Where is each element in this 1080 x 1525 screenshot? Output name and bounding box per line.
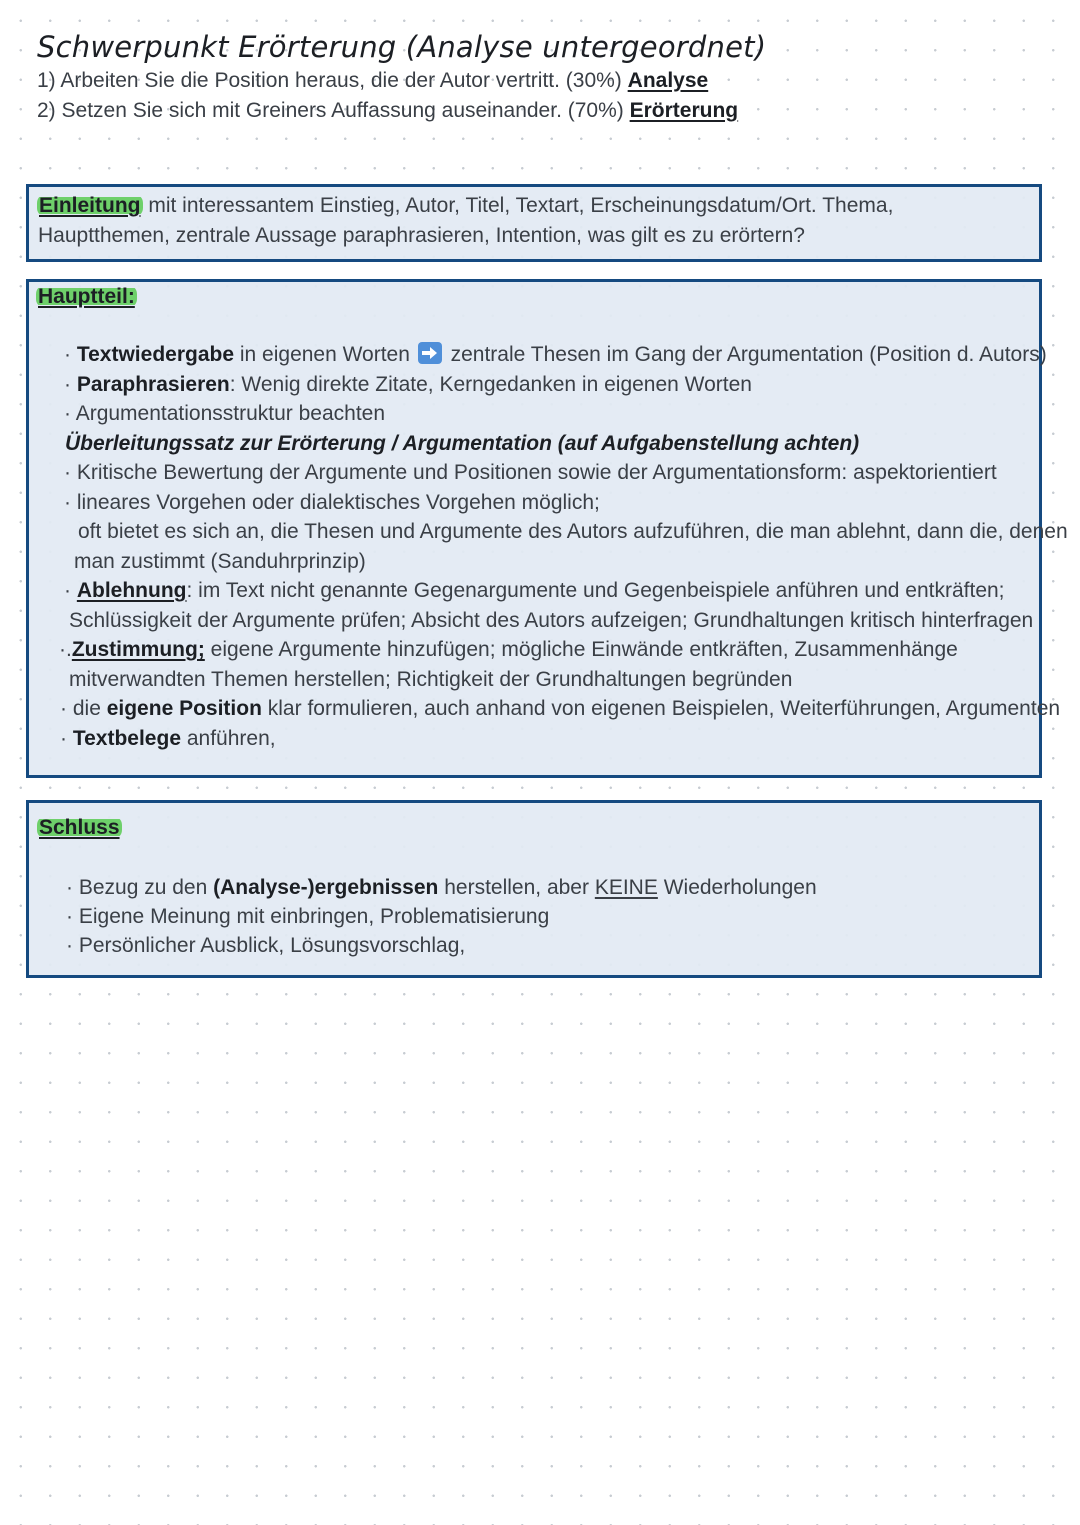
- end-item-3-text: Persönlicher Ausblick, Lösungsvorschlag,: [78, 934, 466, 957]
- main-item-6: [64, 576, 1005, 606]
- main-item-8-bold: eigene Position: [106, 697, 262, 720]
- main-item-8-text-a: die: [72, 697, 101, 720]
- bullet: ·: [64, 373, 71, 396]
- main-item-2-text: : Wenig direkte Zitate, Kerngedanken in eigenen Worten: [229, 373, 752, 396]
- bullet: ·: [64, 579, 71, 602]
- intro-text-1: mit interessantem Einstieg, Autor, Titel, Textart, Erscheinungsdatum/Ort. Thema,: [148, 194, 894, 217]
- main-item-9-bold: Textbelege: [72, 727, 181, 750]
- bullet: ·: [64, 343, 71, 366]
- page-title: Schwerpunkt Erörterung (Analyse untergeordnet): [37, 30, 767, 64]
- bullet: ·: [66, 876, 73, 899]
- bullet: ·: [60, 697, 67, 720]
- main-transition: [65, 429, 859, 459]
- end-item-1-text-c: Wiederholungen: [663, 876, 817, 899]
- end-item-1-text-a: Bezug zu den: [78, 876, 208, 899]
- main-item-5-cont-2: man zustimmt (Sanduhrprinzip): [74, 550, 366, 573]
- task-1: [37, 66, 1037, 96]
- main-item-1: [64, 340, 1047, 370]
- main-item-8: [60, 694, 1060, 724]
- main-item-1-text-b: zentrale Thesen im Gang der Argumentation (Position d. Autors): [450, 343, 1047, 366]
- end-label-line: [37, 813, 122, 843]
- bullet: ·: [64, 402, 71, 425]
- main-item-3-text: Argumentationsstruktur beachten: [75, 402, 386, 425]
- right-arrow-icon: [418, 342, 442, 364]
- main-item-9: [60, 724, 276, 754]
- main-item-7-text: eigene Argumente hinzufügen; mögliche Einwände entkräften, Zusammenhänge: [210, 638, 958, 661]
- task-2-text: 2) Setzen Sie sich mit Greiners Auffassung auseinander. (70%): [37, 98, 624, 122]
- main-item-7-bold: Zustimmung;: [71, 638, 205, 661]
- main-item-9-text: anführen,: [186, 727, 276, 750]
- main-box: [26, 279, 1068, 778]
- page-header: [37, 30, 1037, 125]
- intro-box: [26, 184, 1042, 262]
- main-item-8-text-b: klar formulieren, auch anhand von eigenen Beispielen, Weiterführungen, Argumenten: [267, 697, 1061, 720]
- main-item-6-bold: Ablehnung: [76, 579, 187, 602]
- bullet: ·.: [59, 638, 72, 661]
- main-item-5-text: lineares Vorgehen oder dialektisches Vorgehen möglich;: [76, 491, 600, 514]
- main-item-6-cont: Schlüssigkeit der Argumente prüfen; Absicht des Autors aufzeigen; Grundhaltungen kritisch hinterfragen: [69, 609, 1034, 632]
- intro-line-2: Hauptthemen, zentrale Aussage paraphrasieren, Intention, was gilt es zu erörtern?: [38, 224, 805, 247]
- end-item-1-text-b: herstellen, aber: [444, 876, 589, 899]
- task-2-tag: Erörterung: [629, 98, 739, 122]
- main-item-2: [64, 370, 752, 400]
- main-label-line: [36, 282, 137, 312]
- end-box: [26, 800, 1042, 978]
- main-item-7: [59, 635, 958, 665]
- bullet: ·: [64, 461, 71, 484]
- main-item-4: [64, 458, 997, 488]
- task-1-text: 1) Arbeiten Sie die Position heraus, die der Autor vertritt. (30%): [37, 69, 622, 92]
- main-item-7-cont: mitverwandten Themen herstellen; Richtigkeit der Grundhaltungen begründen: [69, 668, 793, 691]
- bullet: ·: [66, 905, 73, 928]
- end-item-1-bold: (Analyse-)ergebnissen: [213, 876, 439, 899]
- main-item-6-text: : im Text nicht genannte Gegenargumente und Gegenbeispiele anführen und entkräften;: [186, 579, 1005, 602]
- end-item-2-text: Eigene Meinung mit einbringen, Problematisierung: [78, 905, 550, 928]
- end-item-3: [66, 931, 465, 961]
- main-item-4-text: Kritische Bewertung der Argumente und Positionen sowie der Argumentationsform: aspektorientiert: [76, 461, 997, 484]
- main-item-3: [64, 399, 385, 429]
- end-item-1: [66, 873, 817, 903]
- main-item-2-bold: Paraphrasieren: [76, 373, 230, 396]
- main-item-5-cont-1: oft bietet es sich an, die Thesen und Argumente des Autors aufzuführen, die man ablehnt, dann die, denen: [78, 520, 1068, 543]
- intro-label: Einleitung: [39, 194, 141, 217]
- intro-line-1: [37, 191, 893, 221]
- task-1-tag: Analyse: [627, 69, 709, 92]
- bullet: ·: [64, 491, 71, 514]
- end-item-2: [66, 902, 549, 932]
- main-item-1-text-a: in eigenen Worten: [239, 343, 410, 366]
- main-item-5: [64, 488, 600, 518]
- task-2: [37, 96, 1037, 126]
- end-item-1-under: KEINE: [594, 876, 658, 899]
- main-label: Hauptteil:: [38, 285, 135, 308]
- transition-text: Überleitungssatz zur Erörterung / Argumentation (auf Aufgabenstellung achten): [65, 432, 860, 455]
- end-label: Schluss: [39, 816, 120, 839]
- bullet: ·: [66, 934, 73, 957]
- main-item-1-bold: Textwiedergabe: [76, 343, 235, 366]
- bullet: ·: [60, 727, 67, 750]
